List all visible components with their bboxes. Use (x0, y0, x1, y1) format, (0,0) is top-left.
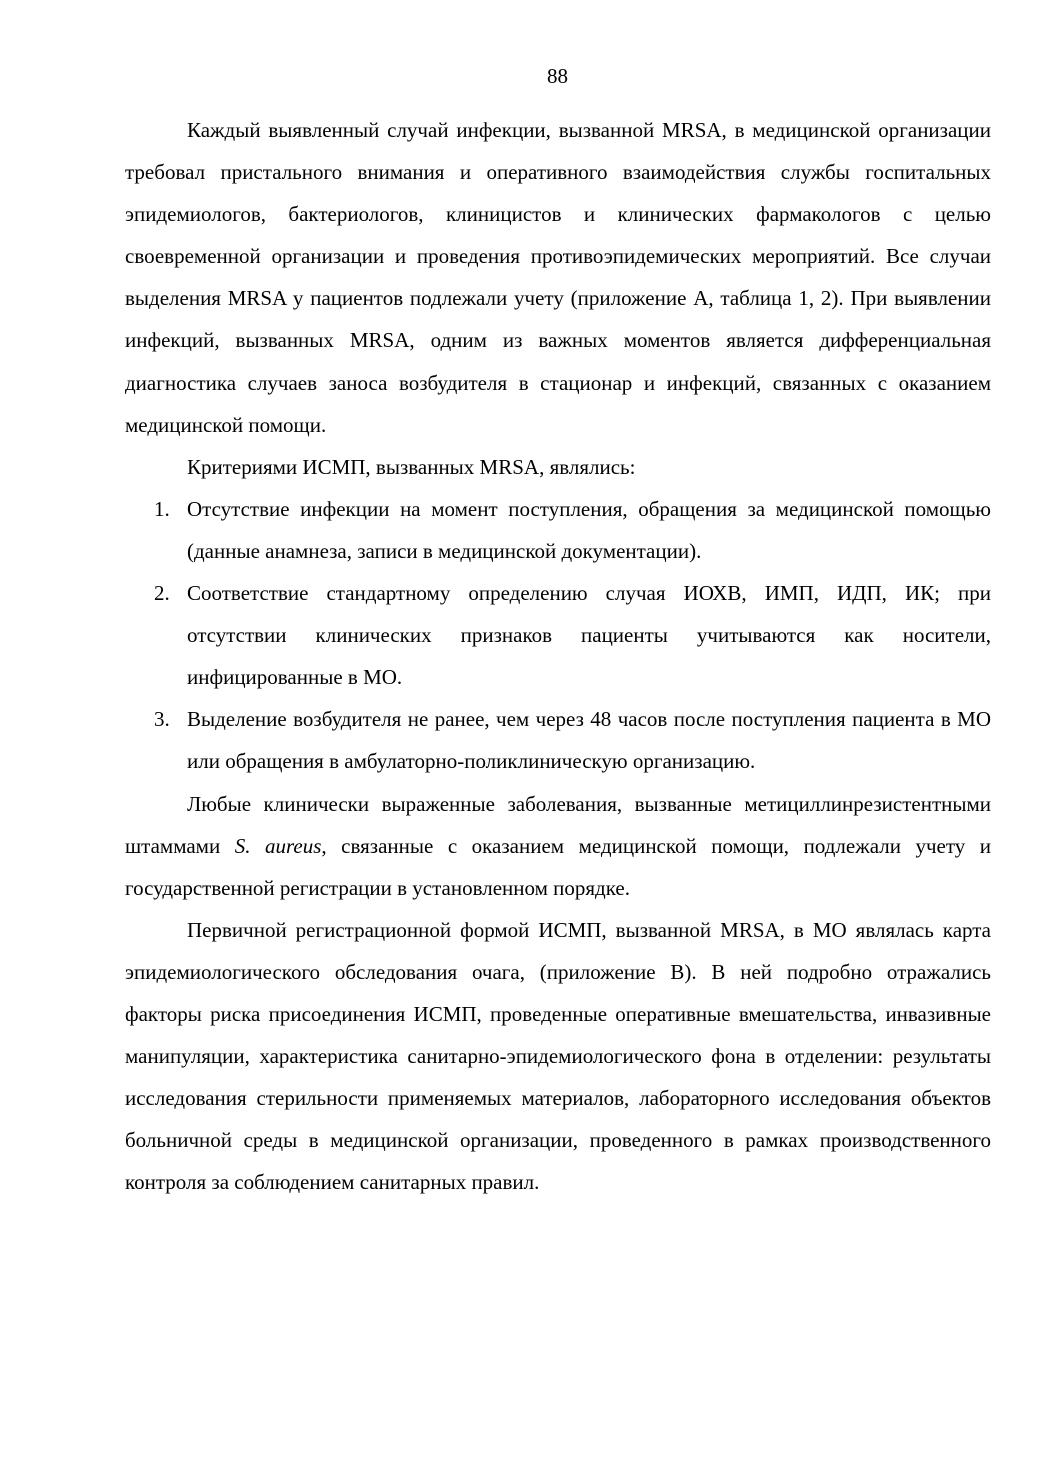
paragraph-mrsa-cases: Каждый выявленный случай инфекции, вызванной MRSA, в медицинской организации требовал пристального внимания и оперативного взаимодействия службы госпитальных эпидемиологов, бактериологов, клиницистов и клинических фармакологов с целью своевременной организации и проведения противоэпидемических мероприятий. Все случаи выделения MRSA у пациентов подлежали учету (приложение А, таблица 1, 2). При выявлении инфекций, вызванных MRSA, одним из важных моментов является дифференциальная диагностика случаев заноса возбудителя в стационар и инфекций, связанных с оказанием медицинской помощи. (125, 118, 991, 437)
list-item-text: Соответствие стандартному определению случая ИОХВ, ИМП, ИДП, ИК; при отсутствии клинических признаков пациенты учитываются как носители, инфицированные в МО. (187, 581, 991, 690)
list-item (125, 488, 991, 572)
list-item-number: 1. (154, 496, 170, 521)
paragraph-criteria-intro: Критериями ИСМП, вызванных MRSA, являлись: (187, 454, 636, 479)
list-item-number: 3. (154, 707, 170, 732)
paragraph-text: , связанные с оказанием медицинской помощи, подлежали учету и государственной регистрации в установленном порядке. (125, 833, 991, 900)
list-item-number: 2. (154, 581, 170, 606)
list-item (125, 572, 991, 698)
paragraph-clinical-diseases (125, 783, 991, 909)
page-number: 88 (547, 64, 568, 88)
species-name: S. aureus (234, 833, 322, 858)
list-item (125, 698, 991, 782)
list-item-text: Выделение возбудителя не ранее, чем через 48 часов после поступления пациента в МО или обращения в амбулаторно-поликлиническую организацию. (187, 707, 991, 774)
page-content (125, 109, 991, 1203)
criteria-list (125, 488, 991, 783)
list-item-text: Отсутствие инфекции на момент поступления, обращения за медицинской помощью (данные анамнеза, записи в медицинской документации). (187, 496, 991, 563)
paragraph-text: Любые клинически выраженные заболевания, вызванные метициллинрезистентными штаммами (125, 791, 991, 858)
paragraph-registration-form: Первичной регистрационной формой ИСМП, вызванной MRSA, в МО являлась карта эпидемиологического обследования очага, (приложение В). В ней подробно отражались факторы риска присоединения ИСМП, проведенные оперативные вмешательства, инвазивные манипуляции, характеристика санитарно-эпидемиологического фона в отделении: результаты исследования стерильности применяемых материалов, лабораторного исследования объектов больничной среды в медицинской организации, проведенного в рамках производственного контроля за соблюдением санитарных правил. (125, 917, 991, 1195)
